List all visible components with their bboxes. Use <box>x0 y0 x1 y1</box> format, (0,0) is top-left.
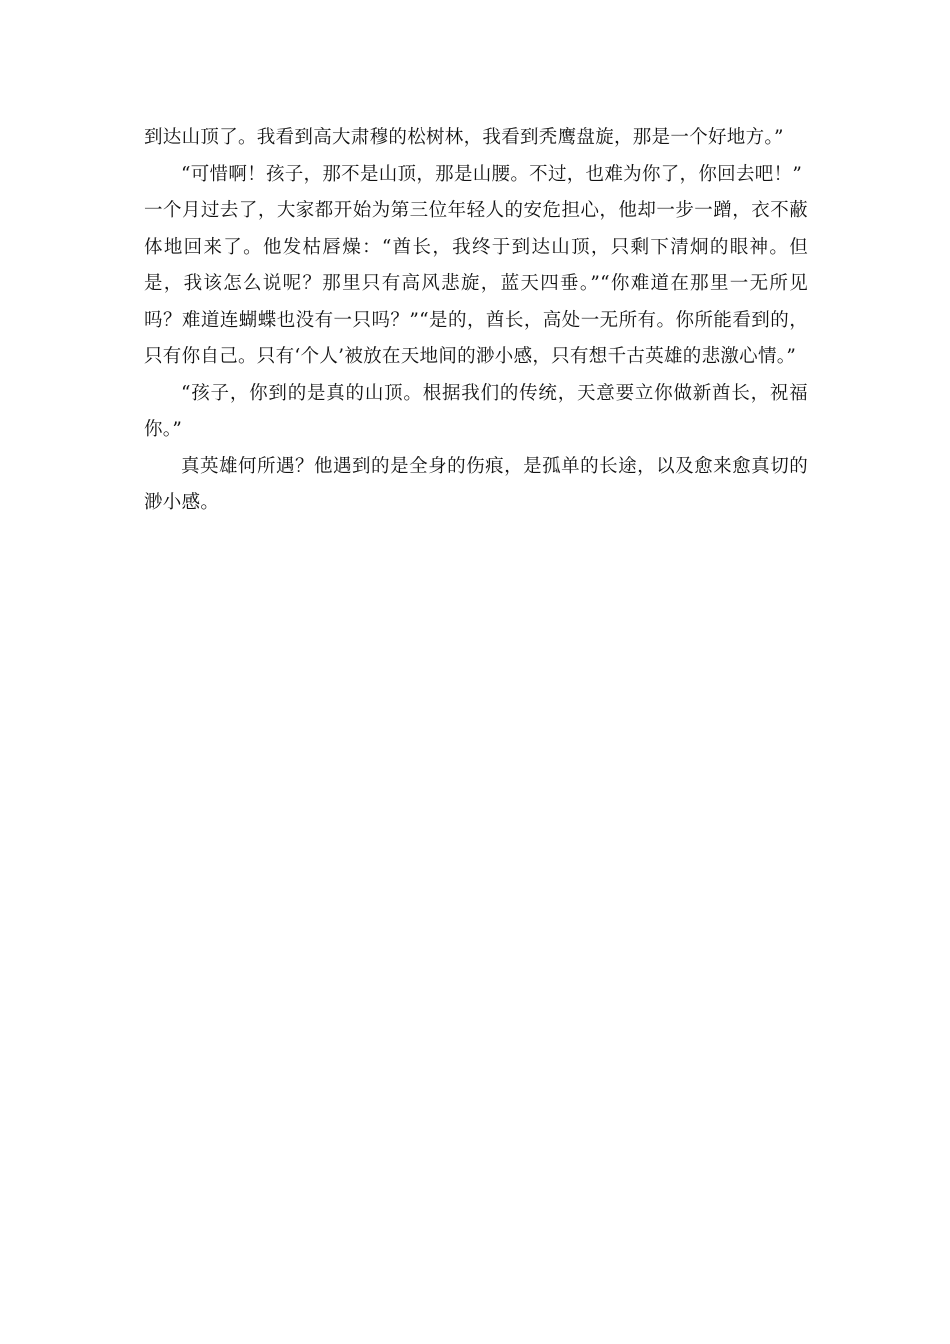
paragraph-4: “孩子，你到的是真的山顶。根据我们的传统，天意要立你做新酋长，祝福你。” <box>144 382 808 440</box>
paragraph-2: “可惜啊！孩子，那不是山顶，那是山腰。不过，也难为你了，你回去吧！” <box>181 163 803 185</box>
paragraph-3: 一个月过去了，大家都开始为第三位年轻人的安危担心，他却一步一蹭，衣不蔽体地回来了。他发枯唇燥：“酋长，我终于到达山顶，只剩下清炯的眼神。但是，我该怎么说呢？那里只有高风悲旋，蓝天四垂。”“你难道在那里一无所见吗？难道连蝴蝶也没有一只吗？”“是的，酋长，高处一无所有。你所能看到的，只有你自己。只有‘个人’被放在天地间的渺小感，只有想千古英雄的悲激心情。” <box>144 200 808 367</box>
paragraph-1: 到达山顶了。我看到高大肃穆的松树林，我看到秃鹰盘旋，那是一个好地方。” <box>144 127 784 148</box>
document-body <box>144 120 808 522</box>
paragraph-5: 真英雄何所遇？他遇到的是全身的伤痕，是孤单的长途，以及愈来愈真切的渺小感。 <box>144 455 808 513</box>
